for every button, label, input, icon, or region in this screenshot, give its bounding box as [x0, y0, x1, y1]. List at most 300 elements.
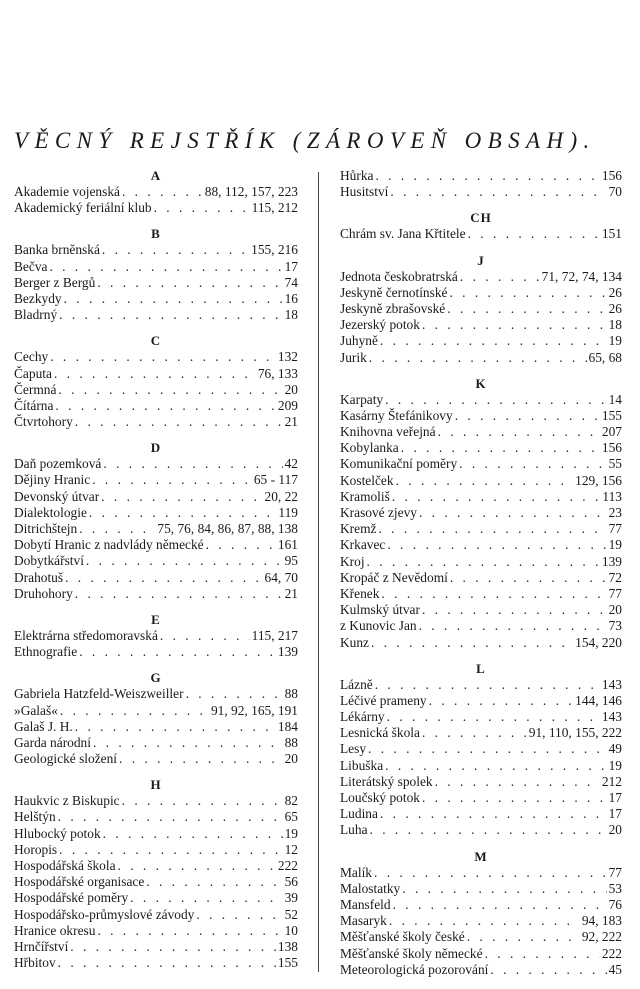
entry-term: Ludina	[340, 806, 378, 822]
entry-term: Kropáč z Nevědomí	[340, 569, 448, 585]
index-entry	[340, 537, 622, 553]
index-entry	[14, 366, 298, 382]
entry-pages: 75, 76, 84, 86, 87, 88, 138	[157, 521, 298, 536]
dot-leader	[58, 955, 276, 971]
dot-leader	[50, 349, 276, 365]
dot-leader	[146, 874, 282, 890]
dot-leader	[429, 693, 574, 709]
dot-leader	[438, 424, 600, 440]
dot-leader	[103, 826, 283, 842]
index-entry	[14, 751, 298, 767]
dot-leader	[122, 793, 283, 809]
entry-term: Kroj	[340, 553, 365, 569]
entry-pages: 14	[608, 391, 622, 407]
entry-pages: 52	[284, 906, 298, 922]
section-gap	[14, 323, 298, 333]
section-gap	[14, 430, 298, 440]
entry-pages: 77	[608, 521, 622, 537]
index-entry	[340, 350, 622, 366]
index-entry	[14, 382, 298, 398]
entry-term: Hospodářské organisace	[14, 874, 145, 890]
dot-leader	[79, 644, 276, 660]
dot-leader	[375, 677, 600, 693]
index-entry	[14, 793, 298, 809]
entry-pages: 21	[284, 414, 298, 430]
section-gap	[340, 243, 622, 253]
index-entry	[340, 635, 622, 651]
index-entry	[340, 725, 622, 741]
dot-leader	[368, 741, 607, 757]
dot-leader	[390, 184, 606, 200]
index-entry	[340, 822, 622, 838]
entry-pages: 26	[608, 284, 622, 300]
entry-term: Hřbitov	[14, 955, 56, 971]
index-entry	[340, 865, 622, 881]
entry-term: Dobytí Hranic z nadvlády německé	[14, 537, 204, 553]
entry-term: Masaryk	[340, 913, 387, 929]
entry-pages: 76	[608, 896, 622, 912]
section-letter: B	[151, 226, 161, 242]
dot-leader	[422, 602, 607, 618]
index-entry	[340, 301, 622, 317]
column-divider	[318, 172, 319, 972]
entry-term: Juhyně	[340, 333, 378, 349]
entry-pages: 92, 222	[581, 929, 622, 945]
dot-leader	[59, 842, 282, 858]
entry-pages: 10	[284, 922, 298, 938]
index-entry	[340, 408, 622, 424]
entry-term: Libuška	[340, 757, 384, 773]
section-gap	[340, 839, 622, 849]
dot-leader	[385, 392, 606, 408]
entry-term: Kasárny Štefánikovy	[340, 407, 453, 423]
entry-pages: 132	[277, 349, 298, 365]
entry-pages: 76, 133	[257, 365, 298, 381]
entry-term: Čermná	[14, 381, 57, 397]
entry-term: Gabriela Hatzfeld-Weiszweiller	[14, 686, 184, 702]
entry-pages: 212	[601, 773, 622, 789]
index-entry	[14, 291, 298, 307]
entry-term: Ditrichštejn	[14, 521, 78, 536]
entry-pages: 39	[284, 890, 298, 906]
entry-term: Cechy	[14, 349, 49, 365]
entry-pages: 155	[601, 407, 622, 423]
dot-leader	[435, 774, 600, 790]
index-entry	[14, 184, 298, 200]
entry-pages: 151	[601, 226, 622, 242]
dot-leader	[367, 554, 600, 570]
dot-leader	[102, 242, 249, 258]
section-letter: G	[150, 670, 162, 686]
index-entry	[14, 923, 298, 939]
entry-term: Dějiny Hranic	[14, 472, 91, 488]
entry-term: Lesy	[340, 741, 367, 757]
entry-term: Čtvrtohory	[14, 414, 73, 430]
entry-term: Helštýn	[14, 809, 56, 825]
entry-pages: 77	[608, 864, 622, 880]
entry-pages: 19	[608, 333, 622, 349]
dot-leader	[485, 946, 600, 962]
index-entry	[14, 955, 298, 971]
entry-pages: 65	[284, 809, 298, 825]
index-entry	[340, 424, 622, 440]
dot-leader	[374, 865, 607, 881]
entry-pages: 91, 92, 165, 191	[210, 702, 298, 718]
entry-term: Druhohory	[14, 585, 73, 601]
entry-term: Hospodářská škola	[14, 858, 116, 873]
entry-term: Bladrný	[14, 307, 58, 323]
entry-pages: 45	[608, 961, 622, 977]
dot-leader	[396, 473, 574, 489]
section-letter: J	[477, 252, 485, 268]
index-entry	[14, 521, 298, 537]
entry-term: Luha	[340, 822, 368, 838]
entry-pages: 49	[608, 741, 622, 757]
dot-leader	[119, 751, 283, 767]
entry-term: Kostelček	[340, 472, 394, 488]
dot-leader	[459, 456, 606, 472]
entry-pages: 139	[277, 644, 298, 660]
entry-term: Léčivé prameny	[340, 692, 427, 708]
entry-pages: 144, 146	[575, 692, 622, 708]
section-letter: H	[150, 777, 162, 793]
index-entry	[340, 269, 622, 285]
entry-pages: 91, 110, 155, 222	[528, 725, 622, 741]
dot-leader	[422, 790, 607, 806]
dot-leader	[378, 521, 606, 537]
index-entry	[14, 644, 298, 660]
dot-leader	[460, 269, 540, 285]
dot-leader	[89, 505, 277, 521]
index-entry	[340, 693, 622, 709]
index-entry	[14, 489, 298, 505]
section-letter: E	[151, 611, 161, 627]
dot-leader	[92, 472, 252, 488]
entry-term: Lékárny	[340, 709, 385, 725]
index-entry	[340, 774, 622, 790]
index-entry	[14, 735, 298, 751]
entry-term: Měšťanské školy německé	[340, 945, 483, 961]
entry-term: Garda národní	[14, 734, 91, 750]
section-gap	[340, 366, 622, 376]
index-entry	[340, 881, 622, 897]
index-entry	[340, 586, 622, 602]
index-entry	[14, 719, 298, 735]
dot-leader	[101, 489, 262, 505]
dot-leader	[54, 366, 256, 382]
section-letter: A	[150, 168, 162, 183]
dot-leader	[380, 806, 607, 822]
index-entry	[340, 184, 622, 200]
entry-pages: 20	[284, 381, 298, 397]
entry-term: Krasové zjevy	[340, 505, 417, 520]
dot-leader	[122, 184, 203, 200]
entry-term: Haukvic z Biskupic	[14, 793, 120, 809]
index-entry	[340, 602, 622, 618]
entry-pages: 73	[608, 618, 622, 634]
index-entry	[14, 259, 298, 275]
entry-term: Hospodářsko-průmyslové závody	[14, 906, 195, 922]
index-entry	[340, 962, 622, 978]
index-entry	[14, 939, 298, 955]
entry-pages: 19	[284, 825, 298, 841]
index-entry	[14, 874, 298, 890]
entry-pages: 16	[284, 290, 298, 306]
entry-pages: 18	[608, 317, 622, 333]
section-gap	[340, 200, 622, 210]
dot-leader	[385, 758, 606, 774]
dot-leader	[118, 858, 276, 874]
entry-pages: 20	[284, 751, 298, 767]
dot-leader	[387, 537, 606, 553]
index-entry	[340, 741, 622, 757]
entry-pages: 115, 217	[251, 627, 298, 643]
index-entry	[340, 946, 622, 962]
index-entry	[340, 570, 622, 586]
entry-term: Karpaty	[340, 391, 384, 407]
entry-term: Jurik	[340, 349, 367, 365]
entry-pages: 26	[608, 300, 622, 316]
entry-term: Hůrka	[340, 168, 374, 183]
entry-term: Křenek	[340, 585, 380, 601]
entry-term: Hranice okresu	[14, 922, 96, 938]
entry-pages: 55	[608, 456, 622, 472]
entry-term: Meteorologická pozorování	[340, 961, 489, 977]
dot-leader	[75, 414, 283, 430]
dot-leader	[402, 881, 606, 897]
entry-pages: 209	[277, 397, 298, 413]
dot-leader	[79, 521, 155, 537]
entry-pages: 143	[601, 709, 622, 725]
dot-leader	[75, 719, 276, 735]
dot-leader	[447, 301, 606, 317]
entry-pages: 82	[284, 793, 298, 809]
entry-term: Jeskyně zbrašovské	[340, 300, 446, 316]
entry-pages: 156	[601, 168, 622, 183]
entry-term: Kobylanka	[340, 440, 399, 456]
entry-pages: 138	[277, 938, 298, 954]
section-letter: C	[150, 333, 162, 349]
index-entry	[340, 897, 622, 913]
entry-term: Akademie vojenská	[14, 184, 120, 199]
entry-term: Lázně	[340, 676, 373, 692]
entry-term: Měšťanské školy české	[340, 929, 465, 945]
dot-leader	[419, 505, 607, 521]
entry-pages: 19	[608, 537, 622, 553]
entry-term: Ethnografie	[14, 644, 78, 660]
index-entry	[340, 806, 622, 822]
dot-leader	[401, 440, 600, 456]
dot-leader	[186, 686, 283, 702]
entry-term: Drahotuš	[14, 569, 64, 585]
entry-pages: 65, 68	[588, 349, 622, 365]
section-letter: D	[150, 440, 162, 456]
entry-pages: 21	[284, 585, 298, 601]
entry-pages: 17	[608, 806, 622, 822]
dot-leader	[387, 709, 600, 725]
entry-term: Dialektologie	[14, 504, 87, 520]
index-entry	[340, 489, 622, 505]
entry-term: Malostatky	[340, 880, 401, 896]
dot-leader	[490, 962, 606, 978]
entry-pages: 20	[608, 822, 622, 838]
dot-leader	[103, 456, 282, 472]
dot-leader	[93, 735, 283, 751]
entry-pages: 71, 72, 74, 134	[541, 268, 622, 284]
entry-pages: 222	[601, 945, 622, 961]
index-entry	[14, 275, 298, 291]
entry-pages: 20	[608, 602, 622, 618]
index-entry	[14, 858, 298, 874]
entry-term: Kunz	[340, 634, 370, 650]
entry-pages: 70	[608, 184, 622, 200]
entry-pages: 155, 216	[251, 242, 298, 258]
entry-pages: 113	[602, 488, 622, 504]
index-entry	[340, 317, 622, 333]
entry-pages: 161	[277, 537, 298, 553]
entry-term: Jeskyně černotínské	[340, 284, 448, 300]
dot-leader	[422, 317, 607, 333]
dot-leader	[58, 809, 283, 825]
dot-leader	[455, 408, 600, 424]
index-entry	[340, 554, 622, 570]
entry-term: Komunikační poměry	[340, 456, 458, 472]
entry-pages: 88, 112, 157, 223	[204, 184, 298, 199]
dot-leader	[449, 285, 606, 301]
index-entry	[340, 333, 622, 349]
index-entry	[14, 414, 298, 430]
section-letter: CH	[470, 210, 492, 226]
dot-leader	[49, 259, 282, 275]
entry-term: Bezkydy	[14, 290, 62, 306]
entry-term: Elektrárna středomoravská	[14, 627, 158, 643]
dot-leader	[467, 929, 580, 945]
entry-pages: 17	[284, 258, 298, 274]
index-entry	[14, 349, 298, 365]
index-entry	[340, 226, 622, 242]
dot-leader	[97, 923, 282, 939]
entry-term: Horopis	[14, 841, 58, 857]
entry-term: Hospodářské poměry	[14, 890, 129, 906]
index-entry	[14, 472, 298, 488]
entry-term: Malík	[340, 864, 372, 880]
entry-pages: 129, 156	[575, 472, 622, 488]
entry-pages: 88	[284, 734, 298, 750]
entry-term: Lesnická škola	[340, 725, 420, 741]
dot-leader	[65, 570, 262, 586]
dot-leader	[86, 553, 283, 569]
section-gap	[340, 651, 622, 661]
entry-pages: 156	[601, 440, 622, 456]
dot-leader	[392, 489, 601, 505]
index-entry	[14, 907, 298, 923]
index-entry	[14, 628, 298, 644]
index-entry	[340, 440, 622, 456]
entry-term: Daň pozemková	[14, 456, 102, 472]
index-entry	[340, 285, 622, 301]
index-column-right	[340, 168, 622, 978]
index-entry	[340, 758, 622, 774]
index-entry	[340, 168, 622, 184]
dot-leader	[371, 635, 573, 651]
dot-leader	[130, 890, 282, 906]
entry-pages: 77	[608, 585, 622, 601]
entry-term: Chrám sv. Jana Křtitele	[340, 226, 466, 242]
dot-leader	[160, 628, 250, 644]
dot-leader	[381, 586, 606, 602]
entry-term: Hrnčířství	[14, 938, 69, 954]
entry-pages: 184	[277, 718, 298, 734]
dot-leader	[393, 897, 607, 913]
entry-pages: 115, 212	[251, 200, 298, 216]
dot-leader	[154, 200, 250, 216]
index-entry	[14, 398, 298, 414]
dot-leader	[375, 168, 599, 184]
dot-leader	[450, 570, 607, 586]
entry-pages: 88	[284, 686, 298, 702]
index-entry	[340, 618, 622, 634]
section-letter: M	[474, 848, 488, 864]
entry-pages: 20, 22	[264, 488, 298, 504]
section-gap	[14, 602, 298, 612]
entry-pages: 222	[277, 858, 298, 873]
entry-term: Čítárna	[14, 397, 54, 413]
dot-leader	[64, 291, 283, 307]
index-entry	[14, 703, 298, 719]
entry-term: Čaputa	[14, 365, 52, 381]
section-gap	[14, 660, 298, 670]
entry-pages: 155	[277, 955, 298, 971]
entry-term: Jednota českobratrská	[340, 268, 458, 284]
section-letter: K	[475, 375, 487, 391]
index-entry	[14, 456, 298, 472]
index-entry	[14, 307, 298, 323]
entry-term: Literátský spolek	[340, 773, 433, 789]
entry-pages: 18	[284, 307, 298, 323]
entry-term: z Kunovic Jan	[340, 618, 417, 634]
index-entry	[340, 677, 622, 693]
entry-term: Mansfeld	[340, 896, 391, 912]
entry-pages: 72	[608, 569, 622, 585]
dot-leader	[206, 537, 276, 553]
entry-pages: 139	[601, 553, 622, 569]
section-gap	[14, 216, 298, 226]
index-entry	[14, 242, 298, 258]
dot-leader	[75, 586, 283, 602]
entry-pages: 143	[601, 676, 622, 692]
dot-leader	[419, 618, 607, 634]
entry-pages: 53	[608, 880, 622, 896]
entry-pages: 65 - 117	[253, 472, 298, 488]
section-letter: L	[476, 660, 486, 676]
index-entry	[340, 456, 622, 472]
index-entry	[14, 686, 298, 702]
dot-leader	[468, 226, 600, 242]
entry-term: Jezerský potok	[340, 317, 420, 333]
entry-pages: 64, 70	[264, 569, 298, 585]
index-entry	[14, 200, 298, 216]
entry-term: Dobytkářství	[14, 553, 84, 569]
entry-term: Geologické složení	[14, 751, 117, 767]
index-entry	[14, 586, 298, 602]
index-title: VĚCNÝ REJSTŘÍK (ZÁROVEŇ OBSAH).	[14, 128, 596, 153]
index-entry	[14, 890, 298, 906]
entry-pages: 12	[284, 841, 298, 857]
dot-leader	[196, 907, 282, 923]
dot-leader	[97, 275, 282, 291]
entry-term: Kramoliš	[340, 488, 390, 504]
dot-leader	[370, 822, 607, 838]
